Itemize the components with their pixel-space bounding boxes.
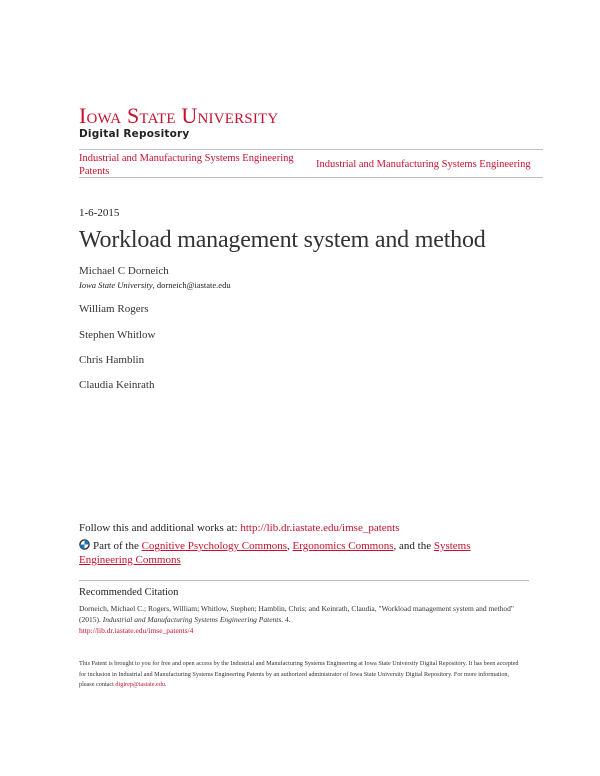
author-name: Stephen Whitlow [79, 329, 156, 341]
partof-prefix: Part of the [93, 540, 142, 552]
department-link[interactable]: Industrial and Manufacturing Systems Engineering [316, 159, 531, 170]
citation-url-link[interactable]: http://lib.dr.iastate.edu/imse_patents/4 [79, 626, 194, 635]
author-name: Michael C Dorneich [79, 265, 169, 277]
contact-email-link[interactable]: digirep@iastate.edu [115, 681, 165, 688]
footer-end: . [164, 681, 167, 688]
citation-text [79, 603, 529, 636]
logo-wordmark: Iowa State University [79, 103, 279, 128]
affiliation-institution: Iowa State University [79, 280, 153, 290]
author-name: Claudia Keinrath [79, 379, 155, 391]
citation-series: Industrial and Manufacturing Systems Engineering Patents [102, 615, 282, 624]
collection-link[interactable]: Industrial and Manufacturing Systems Engineering Patents [79, 153, 294, 177]
author-name: William Rogers [79, 303, 149, 315]
publication-date: 1-6-2015 [79, 207, 120, 219]
collection-url-link[interactable]: http://lib.dr.iastate.edu/imse_patents [240, 522, 400, 534]
cognitive-psychology-link[interactable]: Cognitive Psychology Commons [141, 540, 288, 552]
follow-text: Follow this and additional works at: [79, 522, 241, 534]
commons-icon [79, 539, 90, 550]
footer-notice [79, 659, 519, 691]
commons-line [79, 539, 479, 567]
university-logo[interactable] [79, 104, 278, 140]
citation-number: . 4. [281, 615, 291, 624]
citation-main: Dorneich, Michael C.; Rogers, William; Whitlow, Stephen; Hamblin, Chris; and Keinrath, Claudia, "Workload management system and method" (2015). [79, 604, 514, 624]
document-title: Workload management system and method [79, 227, 486, 253]
follow-line [79, 522, 400, 534]
divider-nav-bottom [79, 177, 543, 178]
author-email[interactable]: dorneich@iastate.edu [156, 280, 231, 290]
systems-engineering-link[interactable]: Systems Engineering Commons [79, 540, 471, 566]
separator: , and the [393, 540, 434, 552]
footer-text: This Patent is brought to you for free and open access by the Industrial and Manufacturing Systems Engineering at Iowa State University Digital Repository. It has been accepted for inclusion in Industrial and Manufacturing Systems Engineering Patents by an authorized administrator of Iowa State University Digital Repository. For more information, please contact [79, 660, 519, 688]
ergonomics-link[interactable]: Ergonomics Commons [292, 540, 394, 552]
divider-citation [79, 580, 529, 581]
author-name: Chris Hamblin [79, 354, 145, 366]
citation-heading: Recommended Citation [79, 587, 179, 598]
logo-subtitle: Digital Repository [79, 128, 190, 140]
separator: , [287, 540, 293, 552]
author-affiliation: Iowa State University, dorneich@iastate.edu [79, 280, 231, 290]
divider-top [79, 149, 543, 150]
